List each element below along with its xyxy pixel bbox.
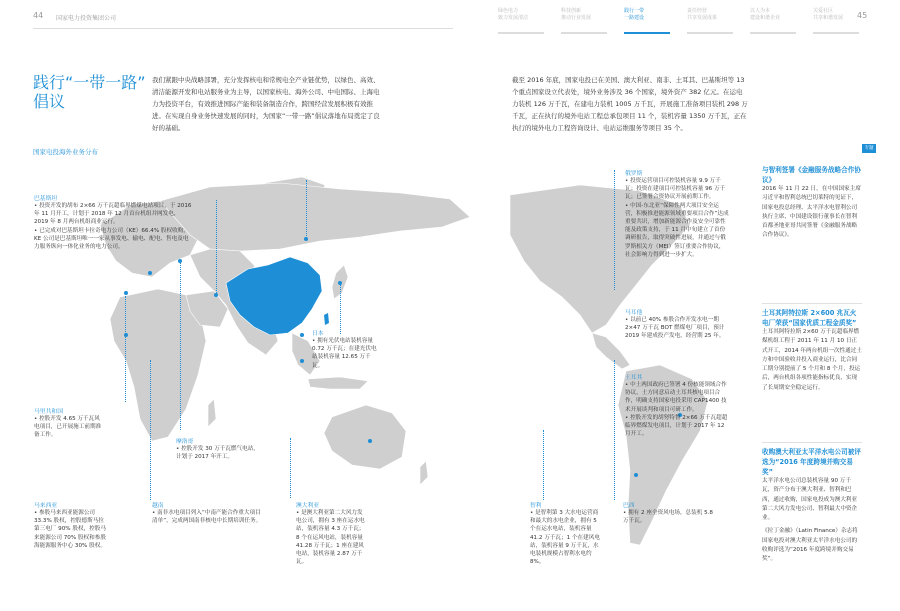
country-australia xyxy=(296,500,366,566)
indonesia-shape xyxy=(308,377,368,389)
dot-malaysia xyxy=(300,359,304,363)
country-item: • 是智利第 3 大水电运营商和最大的水电企业，拥有 5 个在运水电站，装机容量 41.2 万千瓦；1 个在建风电站，装机容量 9 万千瓦，水电装机规模占智利水电约 8%。 xyxy=(530,510,600,566)
sidebar-heading: 土耳其阿特拉斯 2×600 兆瓦火电厂荣获“国家优质工程金质奖” xyxy=(762,309,857,327)
country-item: • 控股开发 30 万千瓦燃气电站，计划于 2017 年开工。 xyxy=(176,446,259,461)
country-name: 巴基斯坦 xyxy=(34,196,58,202)
dot-australia xyxy=(368,439,372,443)
dot-chile xyxy=(634,473,638,477)
country-item: • 控股开发 4.65 万千瓦风电项目，已开展施工前期准备工作。 xyxy=(34,416,102,439)
country-item: • 已完成对巴基斯坦卡拉奇电力公司（KE）66.4% 股权收购，KE 公司是巴基斯坦唯一一家从事发电、输电、配电、售电及电力服务纵向一体化业务的电力公司。 xyxy=(34,227,189,251)
country-mali xyxy=(34,406,104,440)
country-item: • 中国-东北亚“保障性两大项目安全运营，积极推进能源领域重要项目合作”达成重要共识，增加新能源合作及安全可靠性能及政策支持，于 11 月中旬建立了首份调研报告，取得突破性进展，并通过与俄罗斯相关方（MEI）签订重要合作协议，社会影响力得到进一步扩大。 xyxy=(625,202,729,258)
madagascar-shape xyxy=(208,399,216,427)
russia-shape xyxy=(160,183,470,251)
country-japan xyxy=(312,328,378,370)
australia-shape xyxy=(324,405,406,469)
country-item: • 南非水电项目列入“中南产能合作重大项目清单”，完成两国南非核电中长期培训任务。 xyxy=(152,510,262,525)
country-name: 马里共和国 xyxy=(34,409,63,415)
nav-tab-belt-road[interactable]: 践行一带 一路建设 xyxy=(624,8,645,21)
country-item: • 中土两国政府已签署 4 份核能领域合作协议，土方同意启动土耳其核电项目合作，明确支持国家电投采用 CAP1400 技术开展谈判和项目可研工作。 xyxy=(625,382,727,413)
dot-morocco xyxy=(124,291,128,295)
country-name: 马耳他 xyxy=(625,310,643,316)
nav-tab-innovation[interactable]: 科技创新 推动行业发展 xyxy=(561,8,592,21)
nav-tab-community[interactable]: 关爱社区 共享和谐发展 xyxy=(813,8,844,21)
country-malaysia xyxy=(34,500,106,550)
country-item: • 拥有光伏电站装机容量 0.72 万千瓦；在建光伏电站装机容量 12.65 万千瓦。 xyxy=(312,338,377,369)
intro-left: 我们紧跟中央战略部署，充分发挥核电和常规电全产业链优势，以绿色、高效、清洁能源开发和电站服务业为主导，以国家核电、海外公司、中电国际、上海电力为投资平台，有效推进国际产能和装备制造合作，跨国经营发展积极有效推进。在实现自身业务快速发展的同时，为国家“一带一路”倡议落地布局奠定了良好的基础。 xyxy=(152,76,380,132)
country-item: • 参股马来西亚能源公司 33.3% 股权，控股德斯马拉第三电厂 90% 股权，控股马来能源公司 70% 股权和参股海能源服务中心 30% 股权。 xyxy=(34,510,106,549)
country-item: • 是澳大利亚第二大风力发电公司，拥有 3 座在运水电站，装机容量 4.3 万千瓦；8 个在运风电站，装机容量 41.28 万千瓦；1 座在建风电站，装机容量 2.87 万千瓦。 xyxy=(296,510,365,566)
special-topic-tab: 专题 xyxy=(862,144,876,153)
sidebar-body: 2016 年 11 月 22 日，在中国国家主席习近平和智利总统巴切莱特的见证下，国家电投总经理、太平洋水电智利公司执行主席、中国建设银行董事长在智利首都圣地亚哥共同签署《金融服务战略合作协议》。 xyxy=(762,186,861,239)
nz-shape xyxy=(420,461,428,485)
country-turkey xyxy=(625,372,729,438)
country-name: 马来西亚 xyxy=(34,503,58,509)
country-name: 摩洛哥 xyxy=(176,439,194,445)
map-label: 国家电投海外业务分布 xyxy=(33,148,98,156)
taiwan-highlight xyxy=(324,313,329,325)
sidebar-story-chile xyxy=(762,165,862,241)
page-header xyxy=(0,0,900,34)
page-title: 践行“一带一路” 倡议 xyxy=(33,73,146,111)
page-number-right: 45 xyxy=(857,11,868,20)
page-number-left: 44 xyxy=(33,11,44,20)
country-vietnam xyxy=(152,500,262,525)
country-russia xyxy=(625,168,729,259)
country-name: 智利 xyxy=(530,503,542,509)
country-name: 土耳其 xyxy=(625,375,643,381)
sidebar-body: 太平洋水电公司总装机容量 90 万千瓦，资产分布于澳大利亚、智利和巴西，通过收购，国家电投成为澳大利亚第二大风力发电公司、智利最大中资企业。 xyxy=(762,478,858,522)
country-name: 日本 xyxy=(312,331,324,337)
dot-malta xyxy=(148,271,152,275)
sidebar-body: 土耳其阿特拉斯 2×60 万千瓦超临界燃煤机组工程于 2011 年 11 月 10 日正式开工，2014 年两台机组一次性通过土方和中国验收并投入商业运行，比合同工期分别提前了 5 个月和 8 个月，投运后，两台机组各项性能指标优良，实现了长周期安全稳定运行。 xyxy=(762,329,862,391)
dot-vietnam xyxy=(300,333,304,337)
country-item: • 投资开发的胡布 2×66 万千瓦超临界燃煤电站项目，于 2016 年 11 月开工，计划于 2018 年 12 月首台机组并网发电，2019 年 8 月两台机组商业运行。 xyxy=(34,203,192,226)
nav-tab-people[interactable]: 以人为本 建设和谐企业 xyxy=(750,8,781,21)
country-item: • 以前已 40% 参股合作开发水电一期 2×47 万千瓦 BOT 燃煤电厂项目，预计 2019 年建成投产发电，经营期 25 年。 xyxy=(625,317,725,340)
country-name: 俄罗斯 xyxy=(625,171,643,177)
country-name: 澳大利亚 xyxy=(296,503,320,509)
sidebar-story-turkey xyxy=(762,308,862,393)
sidebar-heading: 收购澳大利亚太平洋水电公司被评选为“2016 年度跨境并购交易奖” xyxy=(762,448,861,476)
sidebar-heading: 与智利签署《金融服务战略合作协议》 xyxy=(762,166,861,184)
country-morocco xyxy=(176,436,262,461)
sidebar-body: 《拉丁金融》（Latin Finance）杂志将国家电投对澳大利亚太平洋水电公司的收购评选为“2016 年度跨境并购交易奖”。 xyxy=(762,528,858,563)
sidebar-story-australia xyxy=(762,447,862,565)
country-item: • 拥有 2 座全资风电场，总装机 5.8 万千瓦。 xyxy=(623,510,713,525)
country-chile xyxy=(530,500,602,566)
publisher-name: 国家电力投资集团公司 xyxy=(56,15,117,22)
intro-right: 截至 2016 年底，国家电投已在美国、澳大利亚、南非、土耳其、巴基斯坦等 13 个重点国家设立代表处，境外业务涉及 36 个国家，境外资产 382 亿元。在运电力装机 126 万千瓦，在建电力装机 1005 万千瓦，开展施工准备项目装机 298 万千瓦，正在执行的境外电站工程总承包项目 11 个，装机容量 1350 万千瓦，正在执行的境外电力工程咨询设计、电站运维服务等项目 35 个。 xyxy=(512,76,748,132)
nav-tab-green-power[interactable]: 绿色电力 致力发展清洁 xyxy=(498,8,529,21)
country-malta xyxy=(625,307,729,341)
country-name: 巴西 xyxy=(623,503,635,509)
country-item: • 投资运营项目可控装机容量 9.9 万千瓦；投资在建项目可控装机容量 96 万千瓦；已签署合资协议开展前期工作。 xyxy=(625,178,726,201)
country-name: 越南 xyxy=(152,503,164,509)
country-pakistan xyxy=(34,193,192,251)
country-item: • 控股开发的胡努特鲁 2×66 万千瓦超超临界燃煤发电项目，计划于 2017 年 12 月开工。 xyxy=(625,414,728,438)
country-brazil xyxy=(623,500,713,525)
nav-tab-responsibility[interactable]: 责任经营 共享发展成果 xyxy=(687,8,718,21)
